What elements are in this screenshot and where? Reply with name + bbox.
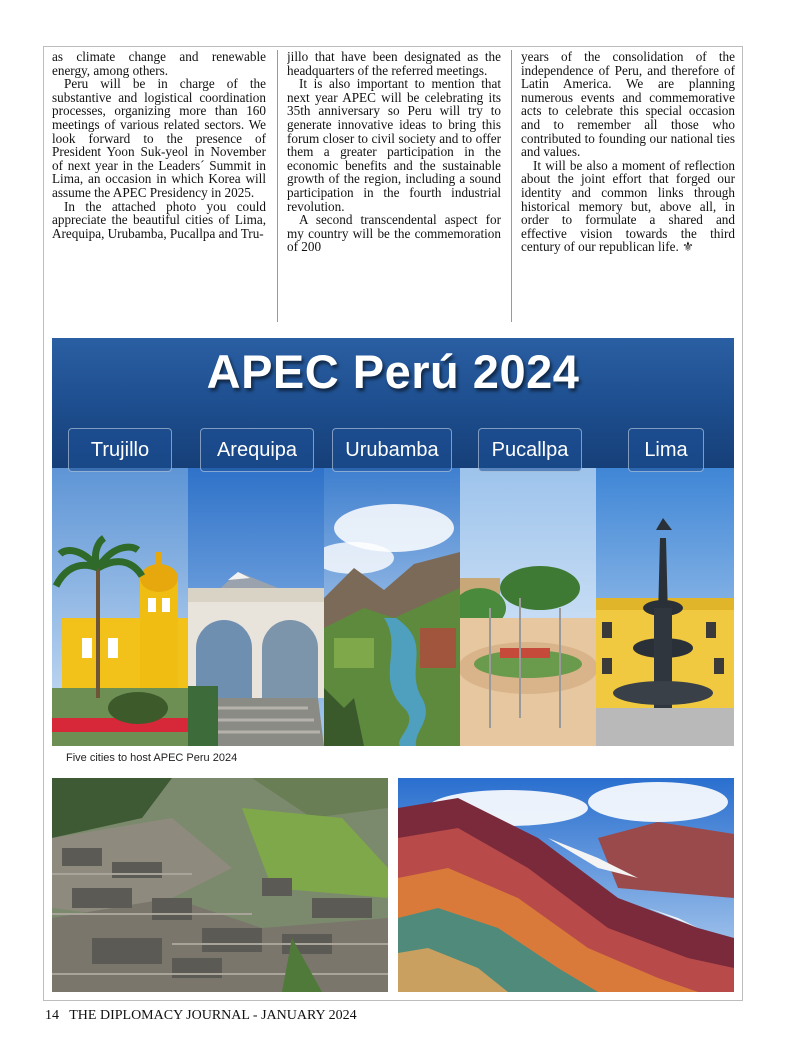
column-divider xyxy=(511,50,512,322)
col1-paragraph-3: In the attached photo you could appreciate the beautiful cities of Lima, Arequipa, Urubamba, Pucallpa and Tru- xyxy=(52,198,266,241)
apec-banner-image xyxy=(52,338,734,746)
rainbow-mountain-photo xyxy=(398,778,734,992)
col2-paragraph-2: It is also important to mention that next year APEC will be celebrating its 35th anniversary so Peru will try to generate innovative ideas to bring this forum closer to civil society and to offer them a greater participation in the economic benefits and the sustainable growth of the region, including a sound participation in the fourth industrial revolution. xyxy=(287,76,501,214)
machu-picchu-photo xyxy=(52,778,388,992)
column-divider xyxy=(277,50,278,322)
arequipa-photo xyxy=(188,468,324,746)
article-columns xyxy=(52,50,736,330)
page-footer xyxy=(45,1008,357,1024)
city-photo-strip xyxy=(52,468,734,746)
page-number: 14 xyxy=(45,1008,59,1023)
city-tab-pucallpa: Pucallpa xyxy=(478,428,582,472)
city-tab-trujillo: Trujillo xyxy=(68,428,172,472)
col2-paragraph-3: A second transcendental aspect for my country will be the commemoration of 200 xyxy=(287,212,501,255)
article-column-2 xyxy=(287,50,501,328)
col3-paragraph-1: years of the consolidation of the independence of Peru, and therefore of Latin America. We are planning numerous events and commemorative acts to celebrate this special occasion and to remember all those who contributed to founding our national ties and values. xyxy=(521,50,735,160)
pucallpa-photo xyxy=(460,468,596,746)
trujillo-photo xyxy=(52,468,188,746)
lima-photo xyxy=(596,468,734,746)
urubamba-photo xyxy=(324,468,460,746)
col1-paragraph-1: as climate change and renewable energy, among others. xyxy=(52,50,266,78)
city-tab-lima: Lima xyxy=(628,428,704,472)
col2-paragraph-1: jillo that have been designated as the headquarters of the referred meetings. xyxy=(287,50,501,78)
photo-caption: Five cities to host APEC Peru 2024 xyxy=(66,752,238,764)
col3-paragraph-2: It will be also a moment of reflection about the joint effort that forged our identity and common links through historical memory but, above all, in order to formulate a shared and effective vision towards the third century of our republican life. ⚜ xyxy=(521,157,735,255)
article-column-3 xyxy=(521,50,735,328)
city-tab-urubamba: Urubamba xyxy=(332,428,452,472)
city-tab-arequipa: Arequipa xyxy=(200,428,314,472)
article-column-1 xyxy=(52,50,266,328)
col1-paragraph-2: Peru will be in charge of the substantive and logistical coordination processes, organizing more than 160 meetings of various related sectors. We look forward to the presence of President Yoon Suk-yeol in November of next year in the Leaders´ Summit in Lima, an occasion in which Korea will assume the APEC Presidency in 2025. xyxy=(52,76,266,200)
publication-title: THE DIPLOMACY JOURNAL - JANUARY 2024 xyxy=(69,1008,357,1023)
banner-title: APEC Perú 2024 xyxy=(206,345,580,398)
